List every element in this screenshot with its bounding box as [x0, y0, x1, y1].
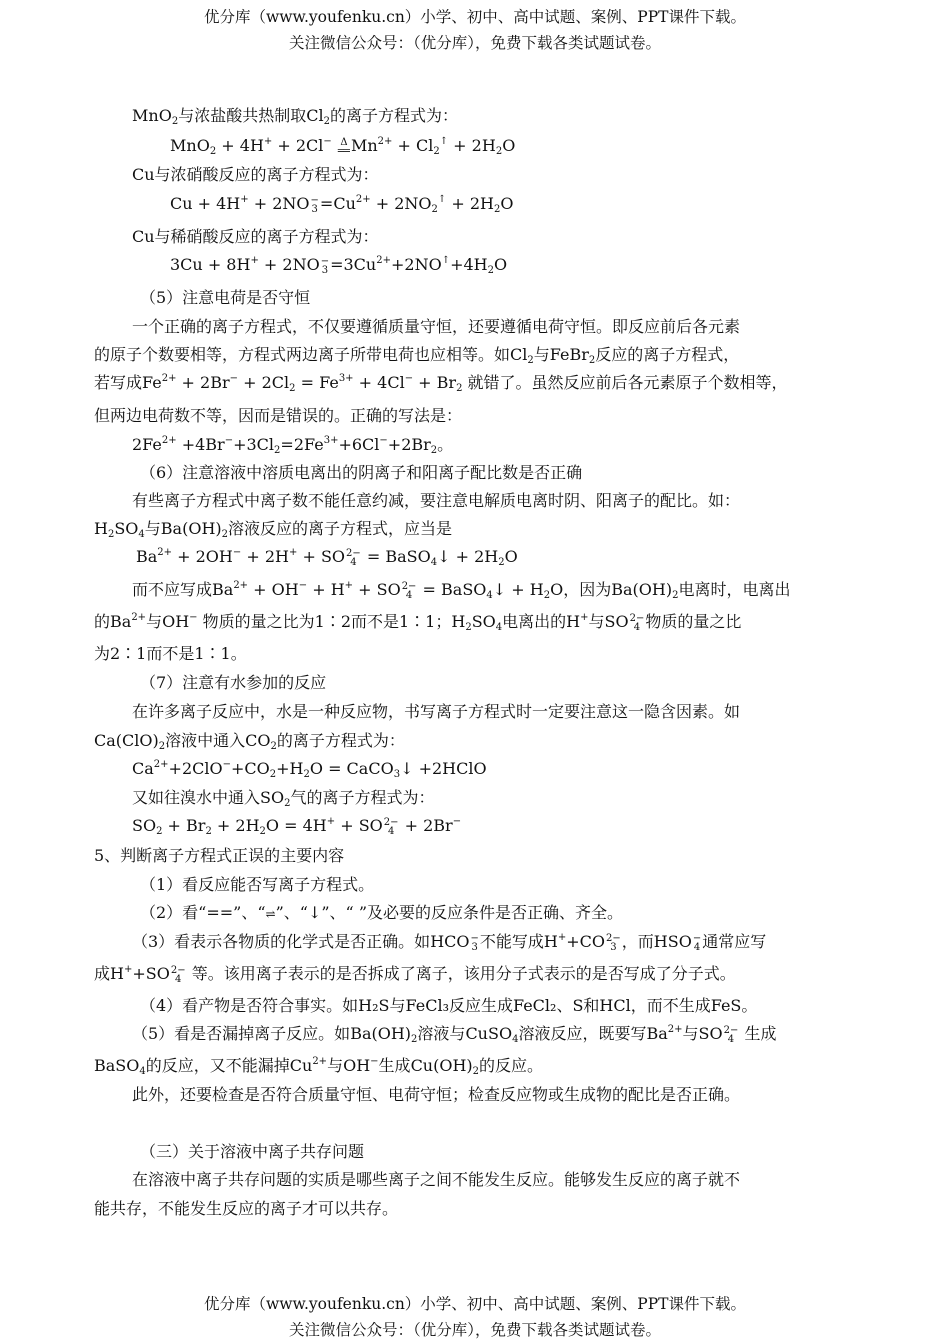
paragraph-line: $Ca(ClO)_2$溶液中通入$CO_2$的离子方程式为： [94, 731, 405, 752]
equation: $2Fe^{2+} +4Br^-+3Cl_2=2Fe^{3+}+6Cl^-+2Br_2$。 [132, 435, 454, 456]
header-line-1: 优分库（www.youfenku.cn）小学、初中、高中试题、案例、PPT课件下载。 [203, 8, 747, 26]
list-item: （2）看“==”、“⇌”、“↓”、“ ”及必要的反应条件是否正确、齐全。 [140, 901, 623, 926]
text-line: Cu与稀硝酸反应的离子方程式为： [132, 227, 379, 246]
paragraph-line: 的原子个数要相等，方程式两边离子所带电荷也应相等。如$Cl_2$与FeBr$_2$反应的离子方程式， [94, 345, 740, 366]
paragraph-line: 为2∶1而不是1∶1。 [94, 644, 247, 663]
section-heading: （6）注意溶液中溶质电离出的阴离子和阳离子配比数是否正确 [140, 463, 583, 482]
paragraph-line: $H_2SO_4$与$Ba(OH)_2$溶液反应的离子方程式，应当是 [94, 519, 453, 540]
list-item: （1）看反应能否写离子方程式。 [140, 875, 375, 894]
section-heading: （三）关于溶液中离子共存问题 [140, 1142, 365, 1161]
equation: 3Cu + 8H+ + 2NO − 3 $=3Cu^{2+}+2NO^↑+4H_2O$ [170, 255, 508, 276]
paragraph-line: 能共存，不能发生反应的离子才可以共存。 [94, 1199, 399, 1218]
text-line: MnO$_2$与浓盐酸共热制取$Cl_2$的离子方程式为： [132, 106, 458, 127]
paragraph-line: 在溶液中离子共存问题的实质是哪些离子之间不能发生反应。能够发生反应的离子就不 [132, 1170, 741, 1189]
footer-line-2: 关注微信公众号：（优分库），免费下载各类试题试卷。 [288, 1321, 661, 1339]
page-header [0, 4, 950, 56]
paragraph-line: 一个正确的离子方程式，不仅要遵循质量守恒，还要遵循电荷守恒。即反应前后各元素 [132, 317, 741, 336]
paragraph-line: 又如往溴水中通入$SO_2$气的离子方程式为： [132, 788, 435, 809]
section-heading: 5、判断离子方程式正误的主要内容 [94, 846, 345, 865]
header-line-2: 关注微信公众号：（优分库），免费下载各类试题试卷。 [288, 34, 661, 52]
reversible-arrow-icon: ⇌ [265, 906, 276, 921]
page-footer [0, 1291, 950, 1343]
paragraph-line: 若写成$Fe^{2+} + 2Br^- + 2Cl_2 = Fe^{3+} + 4Cl^- + Br_2$ 就错了。虽然反应前后各元素原子个数相等， [94, 373, 788, 394]
list-item: （3）看表示各物质的化学式是否正确。如HCO − 3 不能写成H++CO 2− 3 ，而HSO − 4 通常应写 [132, 932, 767, 953]
list-item: BaSO$_4$的反应，又不能漏掉$Cu^{2+}$与OH−生成$Cu(OH)_2$的反应。 [94, 1056, 544, 1077]
section-heading: （5）注意电荷是否守恒 [140, 288, 311, 307]
equation: MnO$_2$ + 4H+ + 2Cl− Δ ══ $Mn^{2+} + Cl_2^↑ + 2H_2O$ [170, 136, 516, 157]
paragraph-line: 在许多离子反应中，水是一种反应物，书写离子方程式时一定要注意这一隐含因素。如 [132, 702, 741, 721]
equation: Cu + 4H+ + 2NO − 3 $=Cu^{2+} + 2NO_2^↑ + 2H_2O$ [170, 194, 514, 215]
equation: $SO_2 + Br_2 + 2H_2O = 4H^+$ + SO 2− 4 + 2Br− [132, 816, 462, 837]
list-item: （5）看是否漏掉离子反应。如$Ba(OH)_2$溶液与CuSO$_4$溶液反应，既要写$Ba^{2+}$与SO 2− 4 生成 [132, 1024, 777, 1045]
paragraph-line: 此外，还要检查是否符合质量守恒、电荷守恒；检查反应物或生成物的配比是否正确。 [132, 1085, 741, 1104]
paragraph-line: 而不应写成$Ba^{2+} + OH^- + H^+$ + SO 2− 4 = BaSO$_4$↓ + $H_2O$，因为$Ba(OH)_2$电离时，电离出 [132, 580, 791, 601]
list-item: （4）看产物是否符合事实。如H₂S与FeCl₃反应生成FeCl₂、S和HCl，而不生成FeS。 [140, 996, 758, 1015]
paragraph-line: 但两边电荷数不等，因而是错误的。正确的写法是： [94, 406, 463, 425]
equation: $Ba^{2+} + 2OH^- + 2H^+$ + SO 2− 4 = BaSO$_4$↓ + $2H_2O$ [136, 547, 518, 568]
paragraph-line: 有些离子方程式中离子数不能任意约减，要注意电解质电离时阴、阳离子的配比。如： [132, 491, 741, 510]
paragraph-line: 的$Ba^{2+}$与OH− 物质的量之比为1∶2而不是1∶1；$H_2SO_4$电离出的H+与SO 2− 4 物质的量之比 [94, 612, 742, 633]
equation: $Ca^{2+}+2ClO^-+CO_2+H_2O$ = CaCO$_3$↓ +2HClO [132, 759, 487, 780]
footer-line-1: 优分库（www.youfenku.cn）小学、初中、高中试题、案例、PPT课件下载。 [203, 1295, 747, 1313]
list-item: 成H++SO 2− 4 等。该用离子表示的是否拆成了离子，该用分子式表示的是否写成了分子式。 [94, 964, 736, 985]
section-heading: （7）注意有水参加的反应 [140, 673, 327, 692]
text-line: Cu与浓硝酸反应的离子方程式为： [132, 165, 379, 184]
